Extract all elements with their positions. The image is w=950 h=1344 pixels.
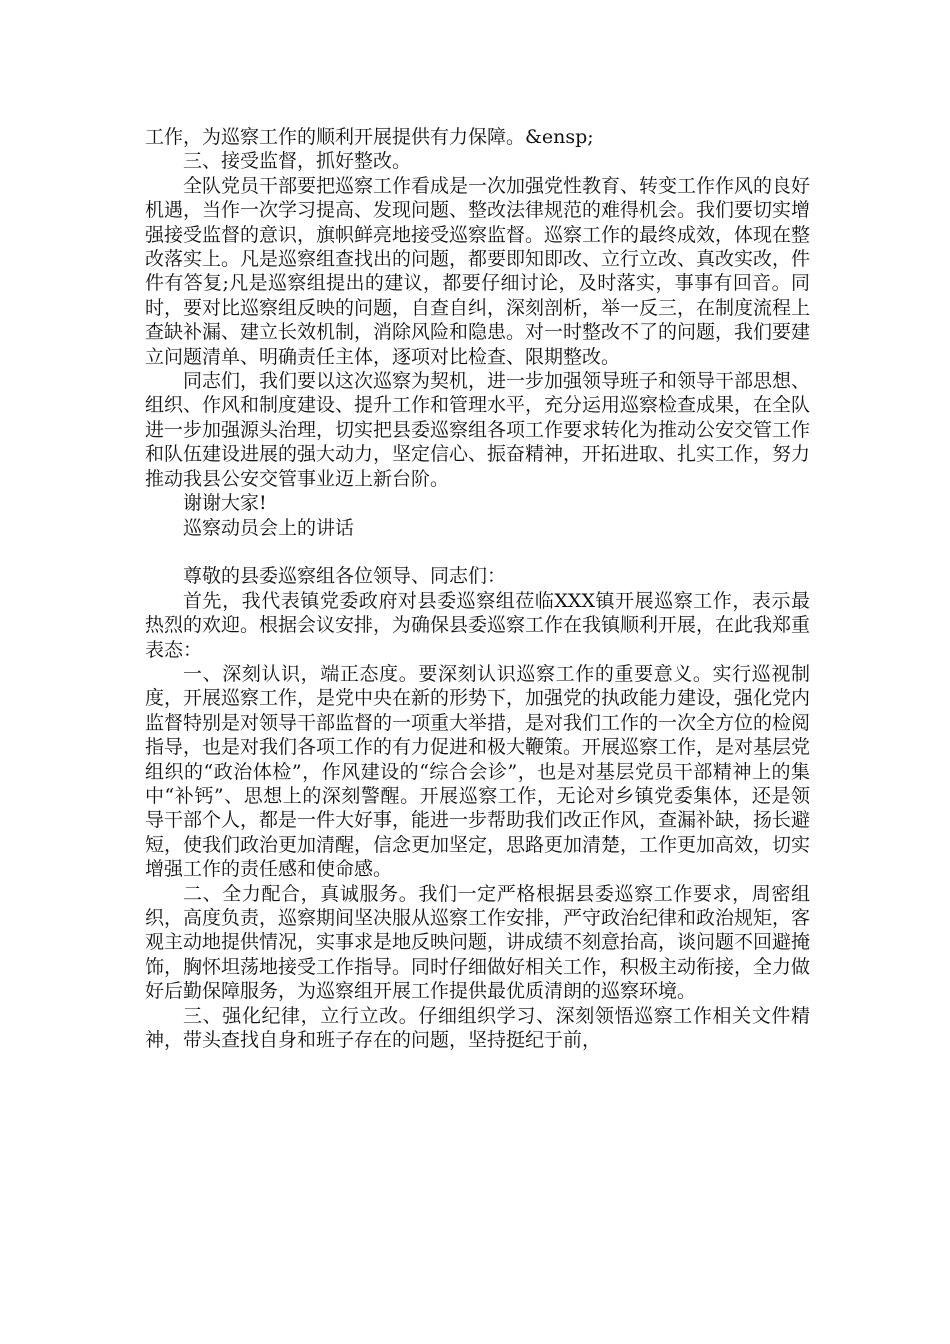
paragraph-rectification: 全队党员干部要把巡察工作看成是一次加强党性教育、转变工作作风的良好机遇，当作一次学习提高、发现问题、整改法律规范的难得机会。我们要切实增强接受监督的意识，旗帜鲜亮地接受巡察监督。巡察工作的最终成效，体现在整改落实上。凡是巡察组查找出的问题，都要即知即改、立行立改、真改实改，件件有答复;凡是巡察组提出的建议，都要仔细讨论，及时落实，事事有回音。同时，要对比巡察组反映的问题，自查自纠，深刻剖析，举一反三，在制度流程上查缺补漏、建立长效机制，消除风险和隐患。对一时整改不了的问题，我们要建立问题清单、明确责任主体，逐项对比检查、限期整改。	[145, 174, 811, 368]
paragraph-thanks: 谢谢大家!	[183, 492, 267, 515]
paragraph-comrades: 同志们，我们要以这次巡察为契机，进一步加强领导班子和领导干部思想、组织、作风和制度建设、提升工作和管理水平，充分运用巡察检查成果，在全队进一步加强源头治理，切实把县委巡察组各项工作要求转化为推动公安交管工作和队伍建设进展的强大动力，坚定信心、振奋精神，开拓进取、扎实工作，努力推动我县公安交管事业迈上新台阶。	[145, 370, 811, 490]
paragraph-welcome: 首先，我代表镇党委政府对县委巡察组莅临XXX镇开展巡察工作，表示最热烈的欢迎。根据会议安排，为确保县委巡察工作在我镇顺利开展，在此我郑重表态：	[145, 589, 811, 661]
paragraph-point-one: 一、深刻认识，端正态度。要深刻认识巡察工作的重要意义。实行巡视制度，开展巡察工作，是党中央在新的形势下，加强党的执政能力建设，强化党内监督特别是对领导干部监督的一项重大举措，是对我们工作的一次全方位的检阅指导，也是对我们各项工作的有力促进和极大鞭策。开展巡察工作，是对基层党组织的“政治体检”，作风建设的“综合会诊”，也是对基层党员干部精神上的集中“补钙”、思想上的深刻警醒。开展巡察工作，无论对乡镇党委集体，还是领导干部个人，都是一件大好事，能进一步帮助我们改正作风，查漏补缺，扬长避短，使我们政治更加清醒，信念更加坚定，思路更加清楚，工作更加高效，切实增强工作的责任感和使命感。	[145, 662, 811, 881]
document-body	[145, 125, 810, 1052]
paragraph-point-three: 三、强化纪律，立行立改。仔细组织学习、深刻领悟巡察工作相关文件精神，带头查找自身和班子存在的问题，坚持挺纪于前，	[145, 1004, 810, 1052]
paragraph-point-two: 二、全力配合，真诚服务。我们一定严格根据县委巡察工作要求，周密组织，高度负责，巡察期间坚决服从巡察工作安排，严守政治纪律和政治规矩，客观主动地提供情况，实事求是地反映问题，讲成绩不刻意抬高，谈问题不回避掩饰，胸怀坦荡地接受工作指导。同时仔细做好相关工作，积极主动衔接，全力做好后勤保障服务，为巡察组开展工作提供最优质清朗的巡察环境。	[145, 882, 811, 1003]
section-heading-accept-supervision: 三、接受监督，抓好整改。	[183, 150, 412, 173]
paragraph-continuation: 工作，为巡察工作的顺利开展提供有力保障。&ensp;	[145, 126, 594, 148]
blank-line	[145, 540, 810, 564]
speech-title: 巡察动员会上的讲话	[183, 516, 355, 539]
salutation: 尊敬的县委巡察组各位领导、同志们：	[183, 565, 507, 588]
